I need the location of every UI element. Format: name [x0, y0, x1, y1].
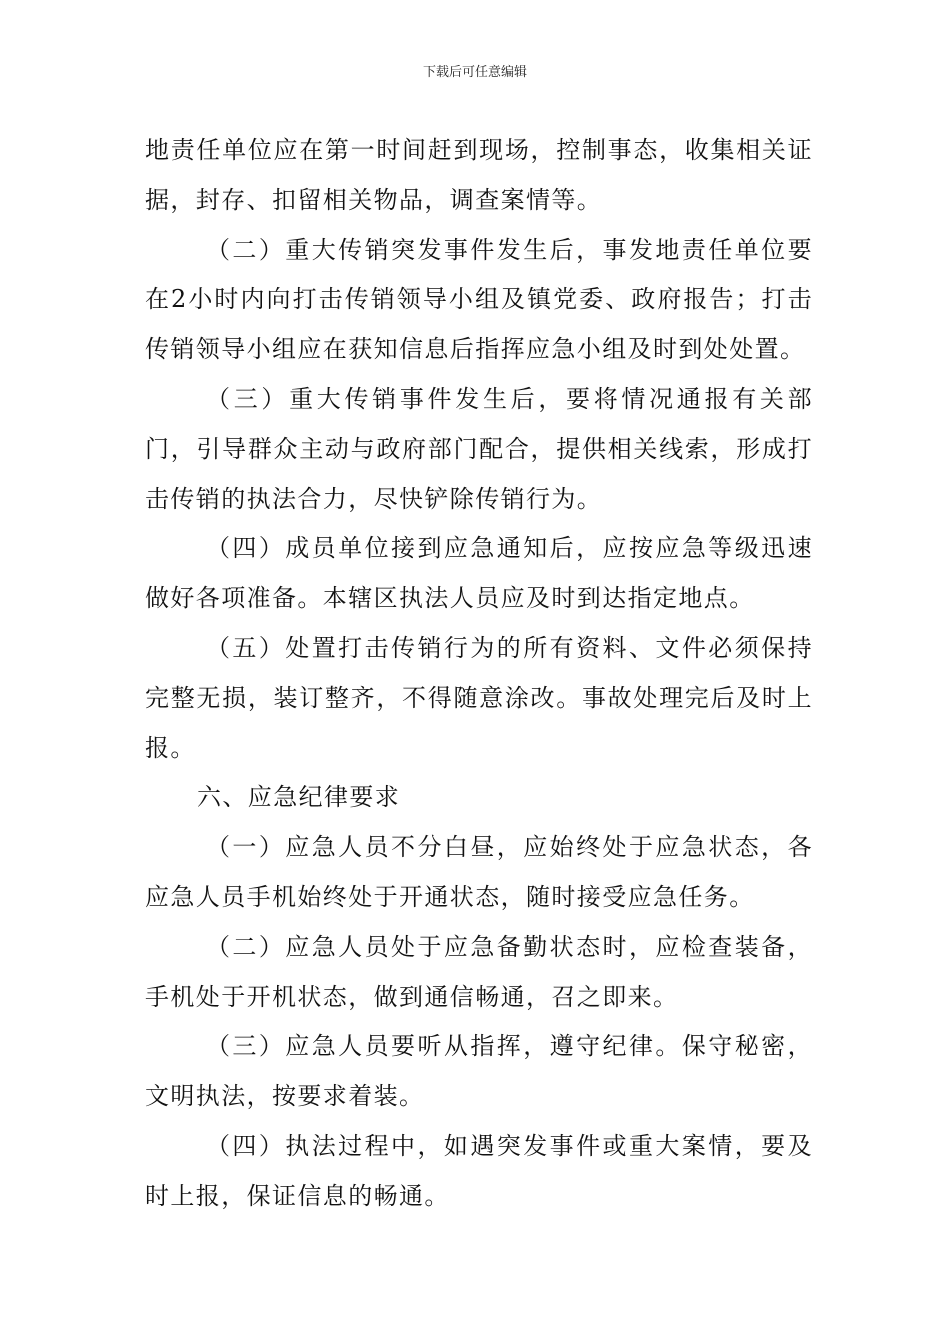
- paragraph-item-5: （五）处置打击传销行为的所有资料、文件必须保持完整无损，装订整齐，不得随意涂改。事故处理完后及时上报。: [145, 633, 813, 762]
- paragraph-discipline-1: （一）应急人员不分白昼，应始终处于应急状态，各应急人员手机始终处于开通状态，随时接受应急任务。: [145, 833, 813, 911]
- paragraph-item-3: （三）重大传销事件发生后，要将情况通报有关部门，引导群众主动与政府部门配合，提供相关线索，形成打击传销的执法合力，尽快铲除传销行为。: [145, 384, 813, 513]
- paragraph-continued: 地责任单位应在第一时间赶到现场，控制事态，收集相关证据，封存、扣留相关物品，调查案情等。: [145, 136, 813, 214]
- section-heading: 六、应急纪律要求: [197, 783, 401, 812]
- paragraph-discipline-2: （二）应急人员处于应急备勤状态时，应检查装备，手机处于开机状态，做到通信畅通，召之即来。: [145, 932, 813, 1011]
- paragraph-item-4: （四）成员单位接到应急通知后，应按应急等级迅速做好各项准备。本辖区执法人员应及时到达指定地点。: [145, 534, 813, 613]
- paragraph-item-2: （二）重大传销突发事件发生后，事发地责任单位要在2小时内向打击传销领导小组及镇党委、政府报告；打击传销领导小组应在获知信息后指挥应急小组及时到处处置。: [145, 235, 813, 364]
- document-body: [145, 126, 813, 1222]
- paragraph-discipline-3: （三）应急人员要听从指挥，遵守纪律。保守秘密，文明执法，按要求着装。: [145, 1032, 813, 1111]
- page-header-note: 下载后可任意编辑: [422, 65, 527, 80]
- paragraph-discipline-4: （四）执法过程中，如遇突发事件或重大案情，要及时上报，保证信息的畅通。: [145, 1131, 813, 1210]
